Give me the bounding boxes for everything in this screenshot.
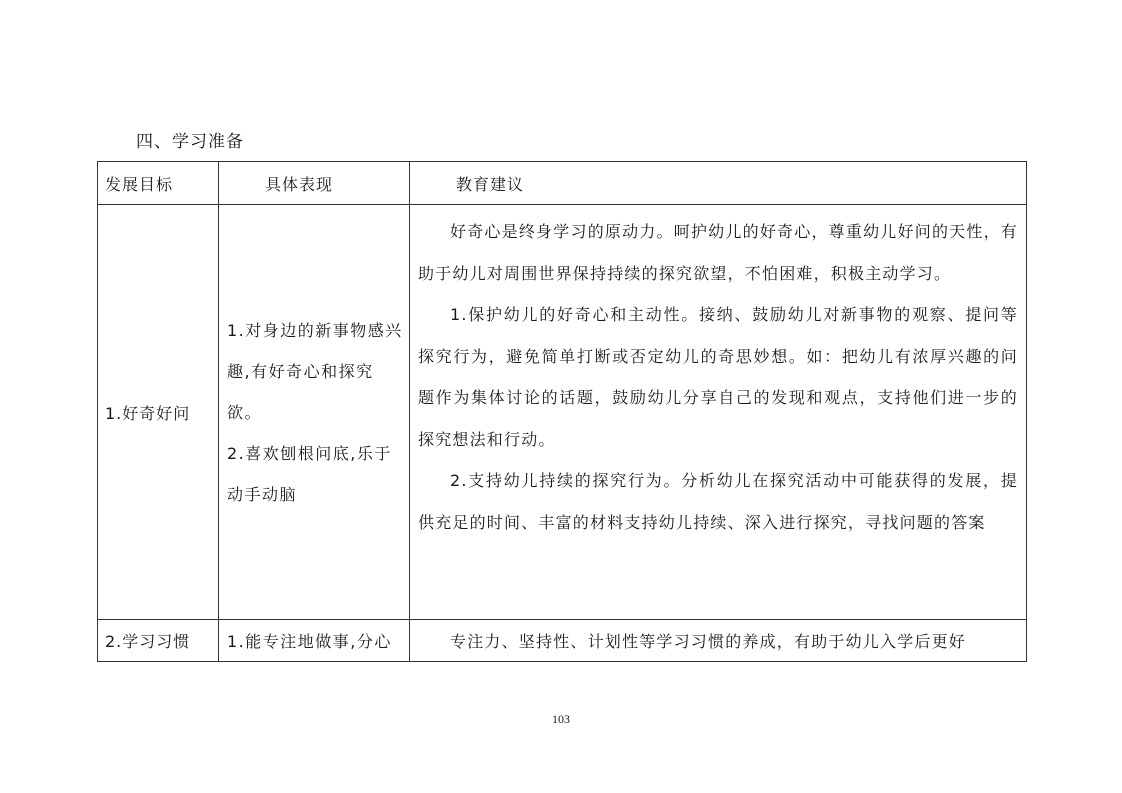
suggestion-cell: 专注力、坚持性、计划性等学习习惯的养成，有助于幼儿入学后更好 xyxy=(410,620,1027,662)
goal-cell: 1.好奇好问 xyxy=(98,205,219,620)
learning-preparation-table xyxy=(97,161,1027,662)
suggestion-paragraph: 2.支持幼儿持续的探究行为。分析幼儿在探究活动中可能获得的发展，提供充足的时间、丰富的材料支持幼儿持续、深入进行探究，寻找问题的答案 xyxy=(418,471,1018,532)
header-specific-performance: 具体表现 xyxy=(219,162,410,205)
performance-item: 1.对身边的新事物感兴趣,有好奇心和探究欲。 xyxy=(227,320,403,422)
goal-cell: 2.学习习惯 xyxy=(98,620,219,662)
suggestion-paragraph: 1.保护幼儿的好奇心和主动性。接纳、鼓励幼儿对新事物的观察、提问等探究行为，避免简单打断或否定幼儿的奇思妙想。如：把幼儿有浓厚兴趣的问题作为集体讨论的话题，鼓励幼儿分享自己的发现和观点，支持他们进一步的探究想法和行动。 xyxy=(418,305,1018,449)
page-number: 103 xyxy=(552,712,570,726)
suggestion-paragraph: 好奇心是终身学习的原动力。呵护幼儿的好奇心，尊重幼儿好问的天性，有助于幼儿对周围世界保持持续的探究欲望，不怕困难，积极主动学习。 xyxy=(418,222,1018,283)
header-education-suggestion: 教育建议 xyxy=(410,162,1027,205)
performance-cell: 1.能专注地做事,分心 xyxy=(219,620,410,662)
table-row xyxy=(98,205,1027,620)
suggestion-cell xyxy=(410,205,1027,620)
section-heading: 四、学习准备 xyxy=(136,132,244,152)
table-row xyxy=(98,620,1027,662)
header-development-goal: 发展目标 xyxy=(98,162,219,205)
table-header-row xyxy=(98,162,1027,205)
performance-cell xyxy=(219,205,410,620)
performance-item: 2.喜欢刨根问底,乐于动手动脑 xyxy=(227,443,392,504)
